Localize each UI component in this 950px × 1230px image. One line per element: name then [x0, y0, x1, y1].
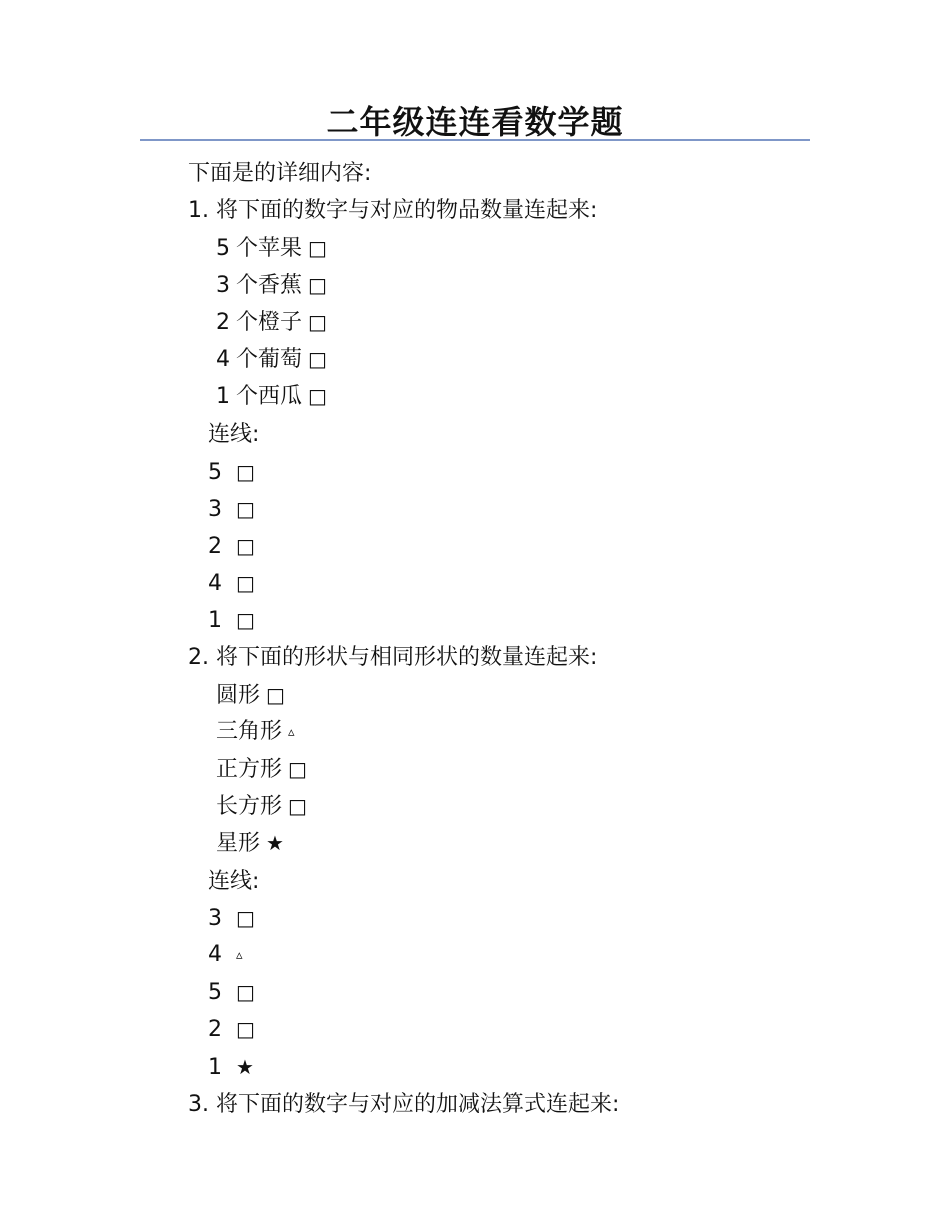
q1-item-text: 个西瓜 — [236, 384, 303, 409]
q2-shape-name: 圆形 — [216, 683, 261, 708]
box-icon: □ — [288, 794, 307, 818]
q2-shape-name: 三角形 — [216, 719, 283, 744]
q1-item — [216, 270, 327, 301]
q1-item — [216, 233, 327, 264]
box-icon: □ — [236, 1017, 255, 1041]
q2-shape-name: 正方形 — [216, 757, 283, 782]
box-icon: □ — [288, 757, 307, 781]
q2-link-row — [208, 1052, 254, 1083]
question-1-prompt: 1. 将下面的数字与对应的物品数量连起来: — [188, 198, 598, 223]
box-icon: □ — [308, 236, 327, 260]
box-icon: □ — [236, 497, 255, 521]
box-icon: □ — [236, 534, 255, 558]
q2-link-number: 3 — [208, 906, 222, 931]
triangle-icon: ▵ — [236, 948, 243, 963]
box-icon: □ — [236, 608, 255, 632]
title-underline — [140, 139, 810, 141]
q1-item — [216, 344, 327, 375]
q1-link-row — [208, 531, 255, 562]
q1-item — [216, 381, 327, 412]
q1-link-number: 3 — [208, 497, 222, 522]
q1-item-text: 个苹果 — [236, 236, 303, 261]
triangle-icon: ▵ — [288, 725, 295, 740]
q1-link-row — [208, 494, 255, 525]
star-icon: ★ — [236, 1055, 254, 1079]
q1-link-label: 连线: — [208, 422, 260, 447]
q1-link-row — [208, 457, 255, 488]
q2-item — [216, 754, 307, 785]
q1-item-number: 5 — [216, 236, 230, 261]
q1-link-number: 5 — [208, 460, 222, 485]
q1-item-number: 2 — [216, 310, 230, 335]
q1-item-number: 4 — [216, 347, 230, 372]
box-icon: □ — [308, 273, 327, 297]
q1-link-number: 2 — [208, 534, 222, 559]
box-icon: □ — [236, 571, 255, 595]
q2-item — [216, 680, 285, 711]
box-icon: □ — [236, 906, 255, 930]
q2-link-label: 连线: — [208, 869, 260, 894]
box-icon: □ — [266, 683, 285, 707]
star-icon: ★ — [266, 831, 284, 855]
box-icon: □ — [236, 980, 255, 1004]
question-3-prompt: 3. 将下面的数字与对应的加减法算式连起来: — [188, 1092, 620, 1117]
q1-item-text: 个葡萄 — [236, 347, 303, 372]
q2-link-row — [208, 903, 255, 934]
q2-item — [216, 828, 284, 859]
q1-item-text: 个香蕉 — [236, 273, 303, 298]
q2-shape-name: 星形 — [216, 831, 261, 856]
q1-item-text: 个橙子 — [236, 310, 303, 335]
box-icon: □ — [308, 310, 327, 334]
q2-link-row — [208, 977, 255, 1008]
box-icon: □ — [236, 460, 255, 484]
box-icon: □ — [308, 347, 327, 371]
q1-link-row — [208, 568, 255, 599]
q1-link-row — [208, 605, 255, 636]
q2-link-row — [208, 1014, 255, 1045]
q2-item — [216, 717, 295, 748]
q1-item-number: 3 — [216, 273, 230, 298]
q2-link-row — [208, 940, 243, 971]
q2-link-number: 1 — [208, 1055, 222, 1080]
box-icon: □ — [308, 384, 327, 408]
page-title: 二年级连连看数学题 — [326, 103, 624, 141]
q2-link-number: 4 — [208, 942, 222, 967]
intro-text: 下面是的详细内容: — [188, 161, 372, 186]
q2-item — [216, 791, 307, 822]
question-2-prompt: 2. 将下面的形状与相同形状的数量连起来: — [188, 645, 598, 670]
q1-item-number: 1 — [216, 384, 230, 409]
q1-link-number: 1 — [208, 608, 222, 633]
q1-link-number: 4 — [208, 571, 222, 596]
q1-item — [216, 307, 327, 338]
q2-shape-name: 长方形 — [216, 794, 283, 819]
q2-link-number: 2 — [208, 1017, 222, 1042]
q2-link-number: 5 — [208, 980, 222, 1005]
